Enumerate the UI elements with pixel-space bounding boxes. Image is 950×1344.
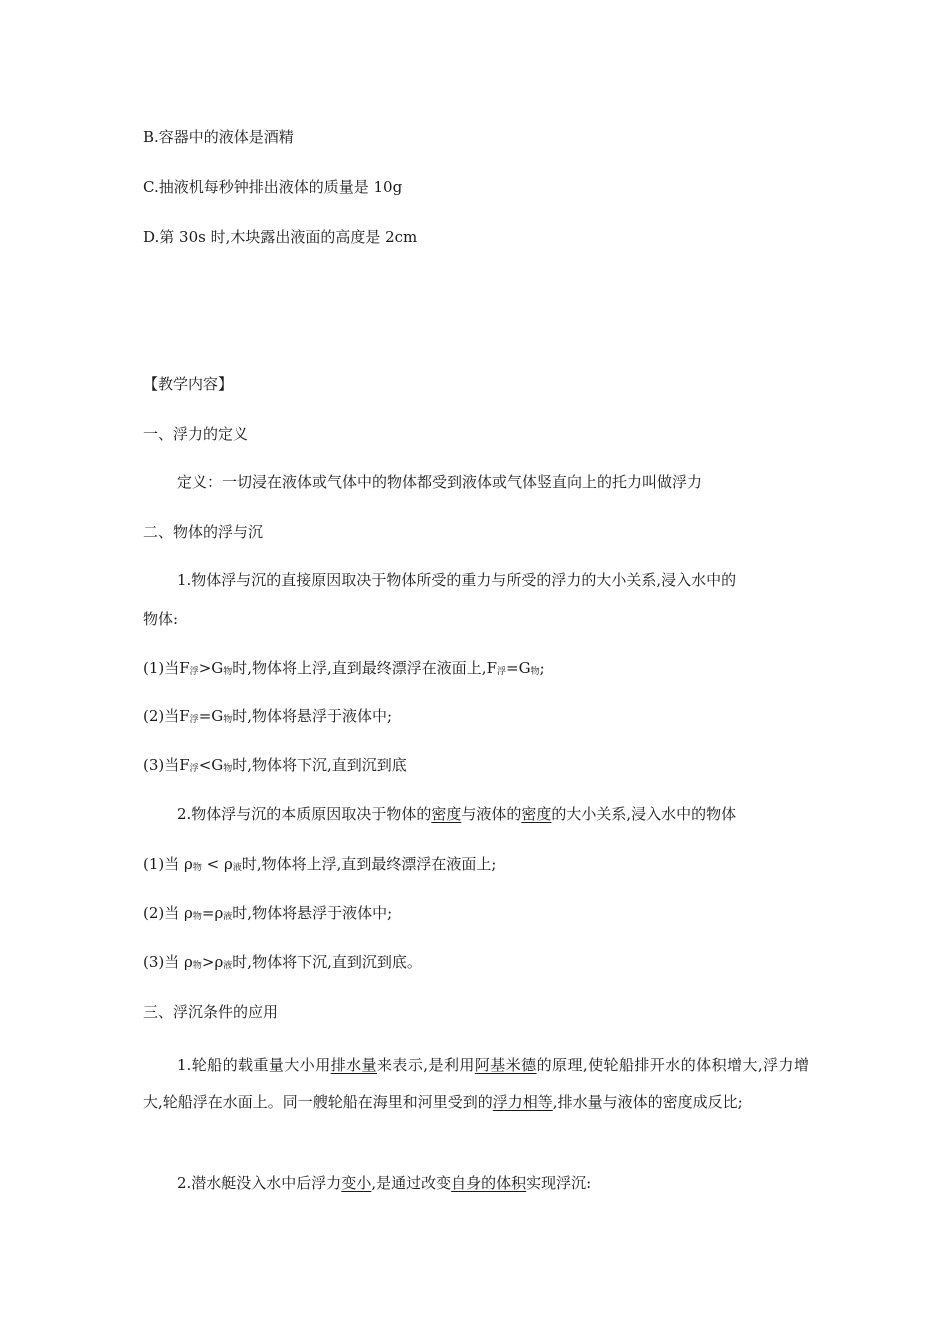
paragraph-3-1: 1.轮船的载重量大小用排水量来表示,是利用阿基米德的原理,使轮船排开水的体积增大,浮力增大,轮船浮在水面上。同一艘轮船在海里和河里受到的浮力相等,排水量与液体的密度成反比; <box>143 1056 809 1111</box>
condition-1-float: (1)当F浮>G物时,物体将上浮,直到最终漂浮在液面上,F浮=G物; <box>143 659 545 677</box>
section-heading: 【教学内容】 <box>143 375 234 393</box>
density-condition-1: (1)当 ρ物 < ρ液时,物体将上浮,直到最终漂浮在液面上; <box>143 855 497 873</box>
option-d: D.第 30s 时,木块露出液面的高度是 2cm <box>143 228 418 246</box>
density-condition-3: (3)当 ρ物>ρ液时,物体将下沉,直到沉到底。 <box>143 953 422 971</box>
paragraph-2-1-line2: 物体: <box>143 610 179 628</box>
section-1-title: 一、浮力的定义 <box>143 425 249 443</box>
paragraph-3-2: 2.潜水艇没入水中后浮力变小,是通过改变自身的体积实现浮沉: <box>177 1174 592 1192</box>
condition-3-sink: (3)当F浮<G物时,物体将下沉,直到沉到底 <box>143 756 407 774</box>
section-3-title: 三、浮沉条件的应用 <box>143 1003 279 1021</box>
paragraph-2-1-line1: 1.物体浮与沉的直接原因取决于物体所受的重力与所受的浮力的大小关系,浸入水中的 <box>177 571 737 589</box>
paragraph-2-2: 2.物体浮与沉的本质原因取决于物体的密度与液体的密度的大小关系,浸入水中的物体 <box>177 805 737 823</box>
condition-2-suspend: (2)当F浮=G物时,物体将悬浮于液体中; <box>143 707 393 725</box>
option-b: B.容器中的液体是酒精 <box>143 128 294 146</box>
option-c: C.抽液机每秒钟排出液体的质量是 10g <box>143 178 403 196</box>
buoyancy-definition: 定义：一切浸在液体或气体中的物体都受到液体或气体竖直向上的托力叫做浮力 <box>177 473 703 491</box>
section-2-title: 二、物体的浮与沉 <box>143 523 264 541</box>
density-condition-2: (2)当 ρ物=ρ液时,物体将悬浮于液体中; <box>143 904 393 922</box>
